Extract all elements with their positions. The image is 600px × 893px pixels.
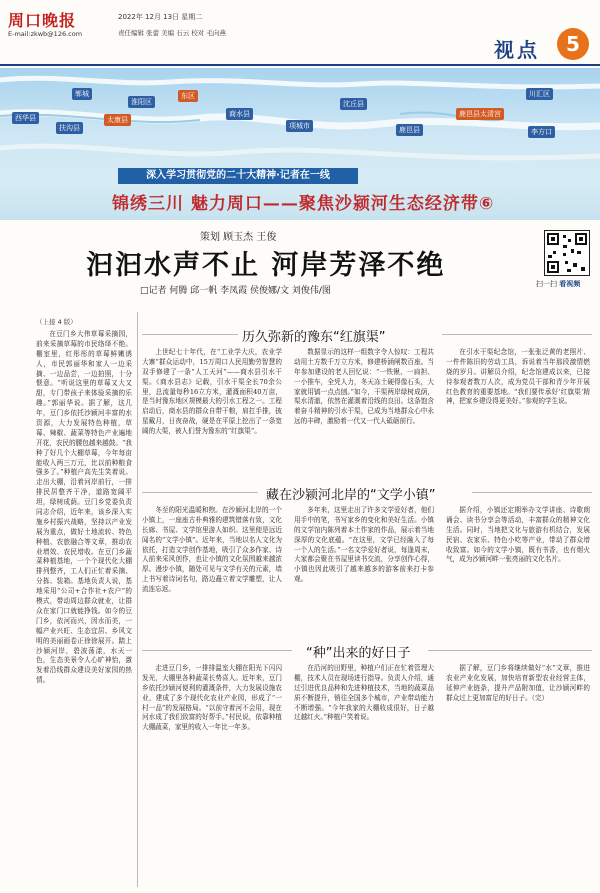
section2-column-3 [446, 506, 590, 624]
continued-notice: （上接 4 版） [36, 318, 77, 326]
article-column-left [36, 330, 132, 882]
section-rule [428, 650, 592, 651]
qr-code[interactable] [544, 230, 590, 276]
editorial-staff: 责任编辑 张蕾 美编 石云 校对 毛向燕 [118, 29, 226, 37]
section1-column-2 [294, 348, 434, 468]
email-address: E-mail:zkwb@126.com [8, 30, 83, 38]
map-label: 西华县 [12, 112, 39, 124]
section1-column-1 [142, 348, 282, 468]
section1-heading: 历久弥新的豫东“红旗渠” [242, 330, 386, 345]
section-rule [472, 492, 592, 493]
section-title: 视点 [494, 38, 540, 62]
article-paragraph: 在沿河的田野里，种植户们正在忙着管理大棚，技术人员在现场进行指导。负责人介绍，通过引进优良品种和先进种植技术，当地的蔬菜品质不断提升，销往全国多个城市，产业带动能力不断增强。“今年我家的大棚收成很好，日子越过越红火。”种植户笑着说。 [294, 664, 434, 722]
masthead [0, 0, 600, 70]
article-paragraph: 据了解，豆门乡将继续做好“水”文章，推进农业产业化发展，加快培育新型农业经营主体，延伸产业链条，提升产品附加值，让沙颍河畔的群众过上更加富足的好日子。（完） [446, 664, 590, 702]
map-label: 项城市 [286, 120, 313, 132]
qr-caption-app: 看视频 [559, 280, 581, 288]
article-paragraph: 冬至的阳光温暖和煦。在沙颍河北岸的一个小镇上，一座座古朴典雅的建筑错落有致，文化长廊、书屋、文学馆里游人如织。这里便是远近闻名的“文学小镇”。近年来，当地以名人文化为依托，打造文学创作基地，吸引了众多作家、诗人前来采风创作，也让小镇的文化氛围越来越浓厚。漫步小镇，随处可见与文学有关的元素，墙上书写着诗词名句，路边矗立着文学雕塑，让人流连忘返。 [142, 506, 282, 594]
planning-credit: 策划 顾玉杰 王俊 [200, 232, 277, 243]
qr-caption [536, 279, 580, 289]
byline: □记者 何腾 邱一帆 李凤霞 侯俊娜/文 刘俊伟/图 [140, 286, 331, 296]
article-paragraph: 上世纪七十年代，在“工业学大庆，农业学大寨”群众运动中，15万周口人民用勤劳智慧的双手修建了一条“人工天河”——商水县引水干渠。《商水县志》记载，引水干渠全长70余公里，总流量每秒16立方米，灌溉面积40万亩，是当时豫东地区规模最大的引水工程之一。工程启动后，商水县的群众自带干粮，肩扛手推，披星戴月，日夜奋战，硬是在平原上挖出了一条宽阔的大渠，被人们誉为豫东的“红旗渠”。 [142, 348, 282, 436]
section3-column-1 [142, 664, 282, 886]
map-label: 鹿邑县 [396, 124, 423, 136]
section2-column-1 [142, 506, 282, 624]
map-label: 郸城 [72, 88, 92, 100]
section-rule [442, 334, 592, 335]
map-label: 太康县 [104, 114, 131, 126]
article-paragraph: 走进豆门乡，一排排温室大棚在阳光下闪闪发光，大棚里各种蔬菜长势喜人。近年来，豆门乡依托沙颍河便利的灌溉条件，大力发展设施农业，建成了多个现代化农业产业园，形成了“一村一品”的发展格局。“以前守着河不会用，现在河水成了我们致富的好帮手。”村民说，依靠种植大棚蔬菜，家里的收入一年比一年多。 [142, 664, 282, 732]
map-label: 鹿邑县太清宫 [456, 108, 504, 120]
map-label: 沈丘县 [340, 98, 367, 110]
section-rule [142, 492, 258, 493]
masthead-divider [0, 64, 600, 66]
section3-column-3 [446, 664, 590, 886]
map-label: 淮阳区 [128, 96, 155, 108]
section3-column-2 [294, 664, 434, 886]
map-label: 东区 [178, 90, 198, 102]
article-paragraph: 多年来，这里走出了许多文学爱好者，他们用手中的笔，书写家乡的变化和美好生活。小镇的文学馆内陈列着本土作家的作品，展示着当地深厚的文化底蕴。“在这里，文学已经融入了每一个人的生活。”一名文学爱好者说，每逢周末，大家都会聚在书屋里读书交流，分享创作心得，小镇也因此吸引了越来越多的游客前来打卡参观。 [294, 506, 434, 584]
banner-title: 锦绣三川 魅力周口——聚焦沙颍河生态经济带⑥ [112, 194, 495, 214]
main-headline: 汩汩水声不止 河岸芳泽不绝 [86, 250, 446, 281]
map-label: 川汇区 [526, 88, 553, 100]
article-paragraph: 在引水干渠纪念馆，一张张泛黄的老照片、一件件陈旧的劳动工具，诉说着当年那段激情燃烧的岁月。讲解员介绍，纪念馆建成以来，已接待参观者数万人次，成为党员干部和青少年开展红色教育的重要基地。“我们要传承好‘红旗渠’精神，把家乡建设得更美好。”参观的学生说。 [446, 348, 590, 406]
article-paragraph: 在豆门乡大伟草莓采摘园，前来采摘草莓的市民络绎不绝。棚室里，红彤彤的草莓鲜嫩诱人，市民郭丽华和家人一边采摘、一边品尝，一边拍照，十分惬意。“听说这里的草莓又大又甜，专门带孩子来体验采摘的乐趣。”郭丽华说。据了解，这几年，豆门乡依托沙颍河丰富的水资源，大力发展特色种植，草莓、辣椒、蔬菜等特色产业遍地开花，农民的腰包越来越鼓。“我种了好几个大棚草莓，今年每亩能收入两三万元，比以前种粮食强多了。”种植户高先生笑着说。走出大棚，沿着河岸前行，一排排民居整齐干净，道路宽阔平坦，绿树成荫。豆门乡党委负责同志介绍，近年来，该乡深入实施乡村振兴战略，坚持以产业发展为重点，做好土地流转、特色种植、农旅融合等文章，推动农业增效、农民增收。在豆门乡蔬菜种植基地，一个个现代化大棚排列整齐，工人们正忙着采摘、分拣、装箱。基地负责人说，基地采用“公司+合作社+农户”的模式，带动周边群众就业，让群众在家门口就能挣钱。如今的豆门乡，依河而兴，因水而美，一幅产业兴旺、生态宜居、乡风文明的美丽画卷正徐徐展开。踏上沙颍河岸，碧波荡漾，水天一色，生态美景令人心旷神怡，激发着沿线群众建设美好家园的热情。 [36, 330, 132, 685]
page-number-badge: 5 [557, 28, 589, 60]
qr-code-icon [545, 231, 589, 275]
qr-caption-prefix: 扫一扫 [536, 280, 557, 288]
map-label: 扶沟县 [56, 122, 83, 134]
section1-column-3 [446, 348, 590, 468]
section-rule [142, 650, 292, 651]
issue-date: 2022年 12月 13日 星期二 [118, 13, 203, 21]
newspaper-logo: 周口晚报 [8, 11, 77, 30]
article-paragraph: 据介绍，小镇还定期举办文学讲座、诗歌朗诵会、读书分享会等活动，丰富群众的精神文化生活。同时，当地把文化与旅游有机结合，发展民宿、农家乐、特色小吃等产业，带动了群众增收致富。如今的文学小镇，既有书香，也有烟火气，成为沙颍河畔一张亮丽的文化名片。 [446, 506, 590, 564]
section2-heading: 藏在沙颍河北岸的“文学小镇” [266, 488, 436, 503]
article-paragraph: 数据显示的这样一组数字令人惊叹：工程共动用土方数千万立方米，修建桥涵闸数百座。当年参加建设的老人回忆说：“一铁锹、一扁担、一小推车，全凭人力，冬天冻土硬得像石头，大家就用镐一点点刨。”如今，干渠两岸绿树成荫，渠水清澈，依然在灌溉着沿线的良田。这条饱含着奋斗精神的引水干渠，已成为当地群众心中永远的丰碑，激励着一代又一代人砥砺前行。 [294, 348, 434, 426]
section2-column-2 [294, 506, 434, 624]
banner-subtitle: 深入学习贯彻党的二十大精神·记者在一线 [118, 168, 358, 184]
section-rule [142, 334, 238, 335]
feature-banner [0, 68, 600, 220]
map-label: 李方口 [528, 126, 555, 138]
column-divider [137, 312, 138, 887]
map-label: 商水县 [226, 108, 253, 120]
section3-heading: “种”出来的好日子 [306, 646, 411, 661]
